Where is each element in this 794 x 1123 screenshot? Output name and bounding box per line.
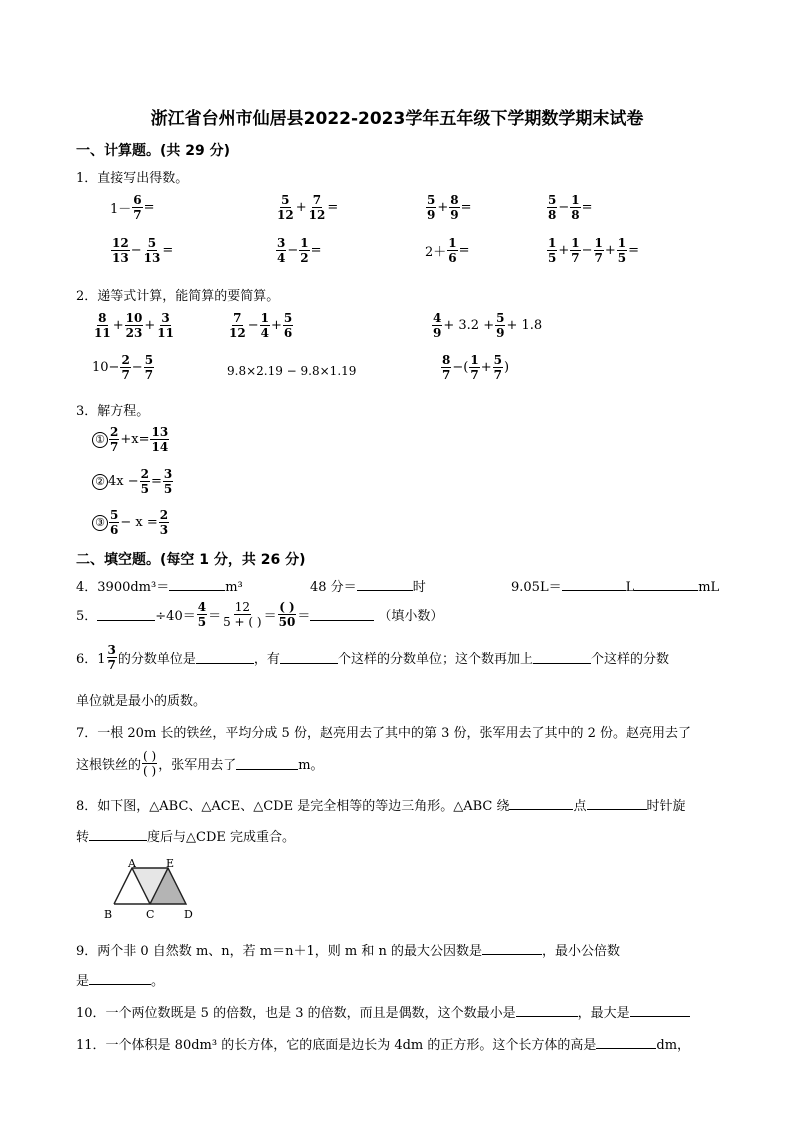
numerator: 1	[448, 236, 457, 250]
denominator: 7	[571, 251, 580, 265]
question-9-line-1	[76, 940, 620, 959]
fraction	[276, 194, 295, 221]
equals: =	[628, 243, 640, 258]
question-9-line-2	[76, 970, 164, 989]
fraction	[132, 194, 142, 221]
denominator: 2	[300, 251, 309, 265]
triangle-figure	[98, 858, 198, 924]
numerator: 5	[548, 193, 557, 207]
operator: +	[270, 318, 282, 333]
q1-item-1-pre: 1－	[110, 202, 132, 217]
denominator: 7	[133, 208, 142, 222]
q4-unit: 时	[412, 580, 426, 595]
expr-text: + 1.8	[506, 318, 543, 333]
fraction	[276, 237, 286, 264]
vertex-label-b: B	[104, 908, 113, 921]
denominator: 12	[229, 326, 246, 340]
q6-text: 个这样的分数	[590, 652, 669, 667]
q9-text: 9．两个非 0 自然数 m、n，若 m＝n＋1，则 m 和 n 的最大公因数是	[76, 944, 482, 959]
denominator: 6	[110, 523, 119, 537]
denominator: 5	[140, 482, 149, 496]
answer-blank[interactable]	[509, 797, 573, 810]
q9-text: ，最小公倍数	[541, 944, 620, 959]
q10-text: 10．一个两位数既是 5 的倍数，也是 3 的倍数，而且是偶数，这个数最小是	[76, 1006, 516, 1021]
question-7-line-2	[76, 750, 324, 777]
numerator: 5	[281, 193, 290, 207]
question-4-part-c	[511, 576, 719, 595]
q4-text: 4．3900dm³＝	[76, 580, 170, 595]
question-1-label: 1．直接写出得数。	[76, 171, 189, 186]
q6-number: 6．1	[76, 652, 106, 667]
fraction	[125, 312, 144, 339]
q7-text: 这根铁丝的	[76, 758, 142, 773]
q1-item-1	[110, 194, 155, 221]
denominator: 7	[442, 368, 451, 382]
vertex-label-a: A	[128, 858, 136, 870]
numerator: ( )	[279, 600, 295, 614]
fraction	[617, 237, 627, 264]
denominator: 14	[151, 440, 169, 454]
operator: −	[581, 243, 593, 258]
numerator: 8	[450, 193, 459, 207]
answer-blank[interactable]	[634, 578, 698, 591]
numerator: 5	[427, 193, 436, 207]
fraction	[144, 354, 154, 381]
numerator: 1	[594, 236, 603, 250]
q5-text: ÷40＝	[155, 609, 196, 624]
denominator: 11	[94, 326, 111, 340]
question-11	[76, 1034, 690, 1053]
answer-blank[interactable]	[236, 757, 298, 770]
q4-unit: L	[625, 580, 635, 595]
q2-expr-3	[431, 312, 542, 339]
denominator: 6	[448, 251, 457, 265]
answer-blank[interactable]	[89, 828, 147, 841]
expr-text: − x =	[120, 515, 158, 530]
numerator: 1	[571, 236, 580, 250]
numerator: 12	[112, 236, 129, 250]
operator: +	[480, 360, 492, 375]
q3-equation-3	[92, 509, 170, 536]
fraction	[156, 312, 175, 339]
vertex-label-c: C	[146, 908, 155, 921]
question-6-line-2: 单位就是最小的质数。	[76, 694, 207, 709]
question-4-part-b	[310, 576, 426, 595]
denominator: 23	[125, 326, 143, 340]
q1-item-4	[546, 194, 593, 221]
fraction	[159, 509, 169, 536]
answer-blank[interactable]	[280, 651, 338, 664]
q4-text: 48 分＝	[310, 580, 357, 595]
q1-item-5	[110, 237, 173, 264]
number-circle-1: ①	[92, 432, 108, 448]
numerator: 13	[151, 425, 169, 439]
denominator: 8	[571, 208, 580, 222]
fraction	[278, 601, 297, 628]
numerator: 1	[548, 236, 557, 250]
numerator: 2	[159, 508, 169, 522]
numerator: 3	[277, 236, 286, 250]
fraction	[197, 601, 207, 628]
fraction	[493, 354, 503, 381]
denominator: 4	[260, 326, 269, 340]
fraction	[299, 237, 309, 264]
q3-equation-1	[92, 426, 170, 453]
equals: =	[458, 243, 470, 258]
fraction	[426, 194, 436, 221]
numerator: 1	[571, 193, 580, 207]
answer-blank[interactable]	[310, 608, 374, 621]
fraction	[594, 237, 604, 264]
denominator: 9	[433, 326, 442, 340]
fraction	[109, 426, 119, 453]
operator: −	[247, 318, 259, 333]
equals: ＝	[263, 609, 277, 624]
q11-text: 11．一个体积是 80dm³ 的长方体，它的底面是边长为 4dm 的正方形。这个长方体的高是	[76, 1038, 597, 1053]
numerator: 5	[144, 353, 154, 367]
operator: −	[131, 360, 143, 375]
answer-blank[interactable]	[196, 651, 254, 664]
denominator: 7	[144, 368, 154, 382]
numerator: 4	[197, 600, 207, 614]
question-10	[76, 1002, 690, 1021]
numerator: 5	[283, 311, 293, 325]
fraction	[432, 312, 442, 339]
numerator: 8	[98, 311, 107, 325]
q2-expr-5: 9.8×2.19 − 9.8×1.19	[227, 364, 357, 378]
q2-expr-6	[440, 354, 509, 381]
answer-blank[interactable]	[357, 578, 413, 591]
denominator: ( )	[143, 764, 157, 778]
fraction	[260, 312, 270, 339]
expr-text: )	[503, 360, 510, 375]
fraction	[308, 194, 327, 221]
fraction	[547, 194, 557, 221]
numerator: 4	[433, 311, 442, 325]
vertex-label-e: E	[166, 858, 175, 870]
fraction-blank[interactable]	[142, 750, 157, 777]
fraction	[150, 426, 169, 453]
fraction	[449, 194, 459, 221]
answer-blank[interactable]	[97, 608, 155, 621]
denominator: 9	[450, 208, 459, 222]
q7-text: m。	[298, 758, 324, 773]
answer-blank[interactable]	[587, 797, 647, 810]
denominator: 3	[159, 523, 169, 537]
q4-unit: m³	[225, 580, 243, 595]
question-2-label: 2．递等式计算，能简算的要简算。	[76, 289, 280, 304]
expr-text: 10−	[92, 360, 120, 375]
question-7-line-1: 7．一根 20m 长的铁丝，平均分成 5 份，赵亮用去了其中的第 3 份，张军用去了其中的 2 份。赵亮用去了	[76, 726, 692, 741]
q1-item-6	[275, 237, 322, 264]
numerator: 10	[125, 311, 143, 325]
q6-text: ，有	[253, 652, 280, 667]
q6-text: 个这样的分数单位；这个数再加上	[337, 652, 533, 667]
fraction	[447, 237, 457, 264]
operator: +	[437, 200, 449, 215]
fraction	[495, 312, 505, 339]
q1-item-7	[425, 237, 470, 264]
equals: =	[581, 200, 593, 215]
operator: −	[558, 200, 570, 215]
equals: =	[143, 200, 155, 215]
q8-text: 8．如下图，△ABC、△ACE、△CDE 是完全相等的等边三角形。△ABC 绕	[76, 799, 510, 814]
denominator: 5	[617, 251, 627, 265]
q8-text: 时针旋	[646, 799, 686, 814]
q6-text: 的分数单位是	[117, 652, 196, 667]
expr-text: =	[151, 474, 162, 489]
section-heading-calc: 一、计算题。(共 29 分)	[76, 143, 231, 159]
operator: +	[558, 243, 570, 258]
vertex-label-d: D	[184, 908, 193, 921]
equals: =	[460, 200, 472, 215]
denominator: 12	[277, 208, 294, 222]
q4-unit: mL	[698, 580, 720, 595]
q1-item-2	[275, 194, 338, 221]
expr-text: 4x −	[108, 474, 139, 489]
operator: +	[112, 318, 124, 333]
numerator: 1	[617, 236, 627, 250]
section-heading-fill: 二、填空题。(每空 1 分，共 26 分)	[76, 552, 306, 568]
question-4-part-a	[76, 576, 243, 595]
expr-text: + 3.2 +	[443, 318, 495, 333]
equals: ＝	[208, 609, 222, 624]
fraction	[140, 468, 150, 495]
fraction	[469, 354, 479, 381]
operator: +	[295, 200, 307, 215]
q1-item-7-pre: 2＋	[425, 245, 447, 260]
denominator: 7	[594, 251, 603, 265]
q8-text: 转	[76, 830, 90, 845]
q5-note: （填小数）	[378, 609, 444, 624]
denominator: 13	[112, 251, 129, 265]
fraction	[570, 194, 580, 221]
numerator: 8	[442, 353, 451, 367]
fraction	[441, 354, 451, 381]
number-circle-3: ③	[92, 515, 108, 531]
q2-expr-2	[227, 312, 294, 339]
fraction	[143, 237, 162, 264]
denominator: 13	[143, 251, 161, 265]
numerator: 5	[493, 353, 502, 367]
denominator: 7	[493, 368, 502, 382]
number-circle-2: ②	[92, 474, 108, 490]
numerator: 1	[470, 353, 479, 367]
numerator: ( )	[143, 749, 157, 763]
q11-text: dm，	[656, 1038, 691, 1053]
fraction	[570, 237, 580, 264]
question-5	[76, 601, 443, 628]
q4-text: 9.05L＝	[511, 580, 562, 595]
operator: +	[144, 318, 156, 333]
numerator: 3	[107, 643, 116, 657]
fraction	[547, 237, 557, 264]
question-6-line-1	[76, 644, 669, 671]
denominator: 7	[107, 658, 116, 672]
answer-blank[interactable]	[630, 1004, 690, 1017]
denominator: 7	[470, 368, 479, 382]
q1-item-8	[546, 237, 639, 264]
denominator: 6	[283, 326, 293, 340]
numerator: 5	[110, 508, 119, 522]
denominator: 8	[548, 208, 557, 222]
answer-blank[interactable]	[169, 578, 225, 591]
expr-text: −(	[452, 360, 469, 375]
fraction	[120, 354, 130, 381]
denominator: 4	[277, 251, 286, 265]
page-title: 浙江省台州市仙居县2022-2023学年五年级下学期数学期末试卷	[150, 109, 644, 129]
denominator: 12	[308, 208, 326, 222]
equals: ＝	[297, 609, 311, 624]
question-8-line-2	[76, 826, 295, 845]
numerator: 2	[110, 425, 119, 439]
q3-equation-2	[92, 468, 174, 495]
numerator: 2	[121, 353, 130, 367]
numerator: 5	[496, 311, 505, 325]
denominator: 7	[121, 368, 130, 382]
answer-blank[interactable]	[516, 1004, 578, 1017]
numerator: 1	[260, 311, 269, 325]
numerator: 7	[233, 311, 242, 325]
fraction	[93, 312, 112, 339]
equals: =	[327, 200, 339, 215]
denominator: 9	[427, 208, 436, 222]
numerator: 3	[163, 467, 173, 481]
denominator: 5	[163, 482, 173, 496]
fraction	[283, 312, 293, 339]
q8-text: 点	[573, 799, 587, 814]
q1-item-3	[425, 194, 472, 221]
q7-text: ，张军用去了	[158, 758, 237, 773]
q2-expr-1	[92, 312, 176, 339]
numerator: 6	[133, 193, 142, 207]
denominator: 5	[197, 615, 207, 629]
denominator: 50	[278, 615, 296, 629]
answer-blank[interactable]	[482, 942, 542, 955]
fraction	[163, 468, 173, 495]
question-3-label: 3．解方程。	[76, 404, 150, 419]
answer-blank[interactable]	[562, 578, 626, 591]
numerator: 5	[147, 236, 157, 250]
answer-blank[interactable]	[596, 1036, 656, 1049]
q9-text: 。	[151, 974, 165, 989]
equals: =	[310, 243, 322, 258]
question-8-line-1	[76, 795, 686, 814]
fraction	[111, 237, 130, 264]
numerator: 12	[234, 600, 250, 614]
denominator: 5	[548, 251, 557, 265]
operator: +	[604, 243, 616, 258]
operator: −	[287, 243, 299, 258]
numerator: 1	[300, 236, 309, 250]
expr-text: +x=	[120, 432, 150, 447]
fraction	[109, 509, 119, 536]
denominator: 9	[496, 326, 505, 340]
denominator: 5 + ( )	[223, 615, 262, 629]
q5-number: 5．	[76, 609, 98, 624]
fraction	[222, 601, 263, 628]
q8-text: 度后与△CDE 完成重合。	[147, 830, 296, 845]
numerator: 2	[140, 467, 149, 481]
q10-text: ，最大是	[577, 1006, 630, 1021]
equals: =	[162, 243, 174, 258]
denominator: 11	[157, 326, 174, 340]
fraction	[228, 312, 247, 339]
numerator: 3	[161, 311, 170, 325]
denominator: 7	[110, 440, 119, 454]
q2-expr-4	[92, 354, 155, 381]
answer-blank[interactable]	[89, 972, 151, 985]
answer-blank[interactable]	[533, 651, 591, 664]
fraction	[107, 644, 117, 671]
q9-text: 是	[76, 974, 90, 989]
numerator: 7	[312, 193, 322, 207]
operator: −	[130, 243, 142, 258]
